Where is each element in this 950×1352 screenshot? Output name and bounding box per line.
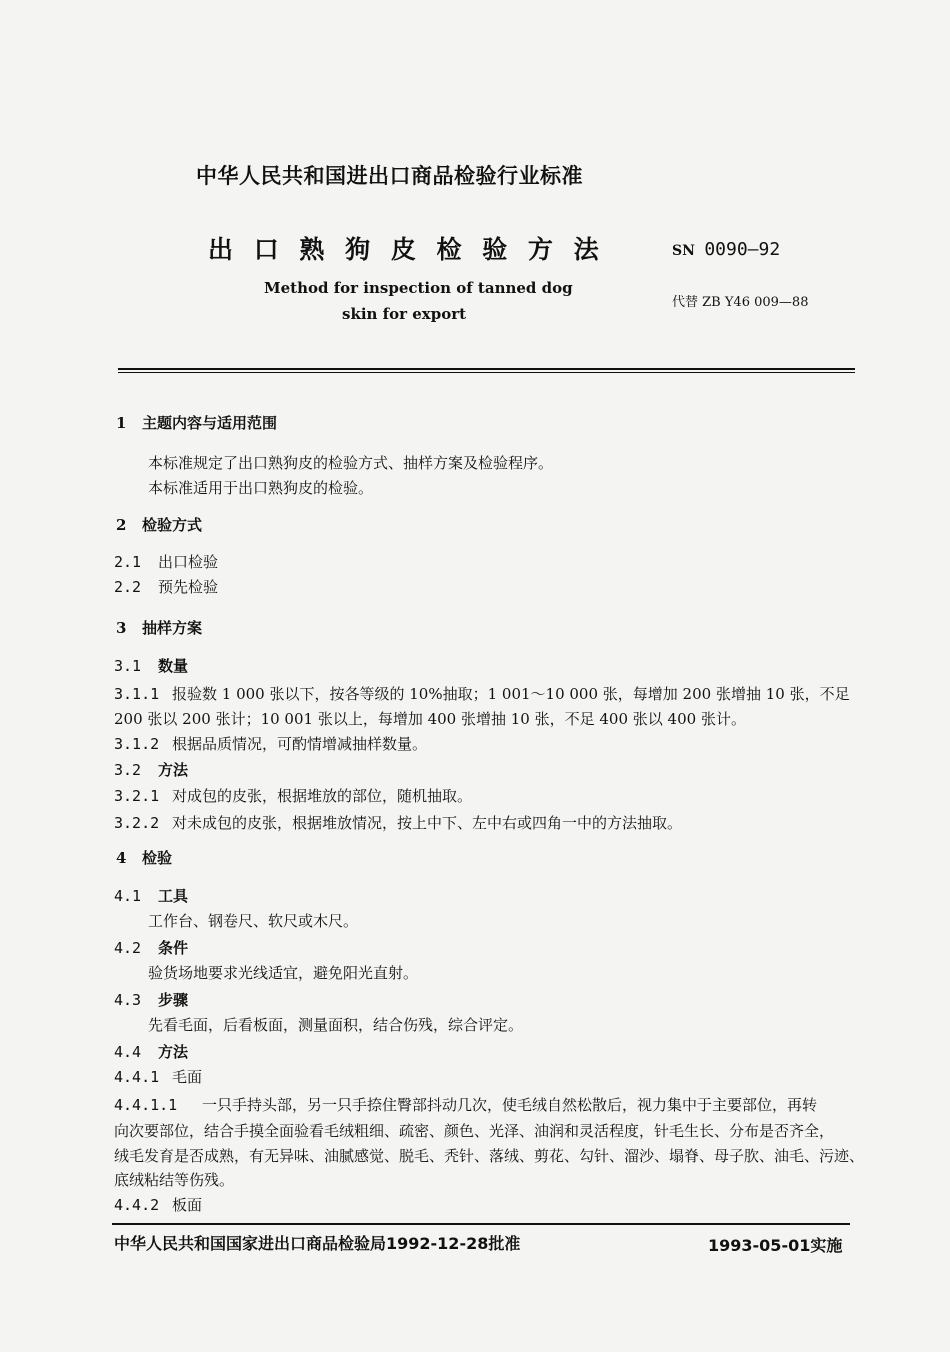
section-4-1-text: 工作台、钢卷尺、软尺或木尺。 <box>148 912 359 930</box>
section-3-1-1-line1: 3.1.1 报验数 1 000 张以下，按各等级的 10%抽取；1 001～10 000 张，每增加 200 张增抽 10 张，不足 <box>114 685 850 703</box>
section-1-heading: 1 主题内容与适用范围 <box>116 414 278 432</box>
footer-rule <box>112 1223 850 1225</box>
section-4-2-text: 验货场地要求光线适宜，避免阳光直射。 <box>148 964 419 982</box>
section-3-1-2: 3.1.2 根据品质情况，可酌情增减抽样数量。 <box>114 735 428 753</box>
section-4-4-1-1-line2: 向次要部位，结合手摸全面验看毛绒粗细、疏密、颜色、光泽、油润和灵活程度，针毛生长、分布是否齐全， <box>114 1122 835 1140</box>
section-1-paragraph-2: 本标准适用于出口熟狗皮的检验。 <box>148 479 374 497</box>
section-4-2-heading: 4.2 条件 <box>114 939 189 957</box>
section-3-1-heading: 3.1 数量 <box>114 657 189 675</box>
section-4-1-heading: 4.1 工具 <box>114 887 189 905</box>
section-3-heading: 3 抽样方案 <box>116 619 203 637</box>
approval-statement: 中华人民共和国国家进出口商品检验局1992-12-28批准 <box>114 1234 521 1253</box>
section-4-4-1-1-line3: 绒毛发育是否成熟，有无异味、油腻感觉、脱毛、秃针、落绒、剪花、勾针、溜沙、塌脊、母子肷、油毛、污迹、 <box>114 1147 865 1165</box>
english-title-line2: skin for export <box>342 305 467 323</box>
section-3-2-2: 3.2.2 对未成包的皮张，根据堆放情况，按上中下、左中右或四角一中的方法抽取。 <box>114 814 683 832</box>
section-4-4-heading: 4.4 方法 <box>114 1043 189 1061</box>
section-4-heading: 4 检验 <box>116 849 173 867</box>
section-4-3-heading: 4.3 步骤 <box>114 991 189 1009</box>
section-4-3-text: 先看毛面，后看板面，测量面积，结合伤残，综合评定。 <box>148 1016 524 1034</box>
replaces-standard: 代替 ZB Y46 009—88 <box>672 295 809 310</box>
standard-number <box>672 239 780 260</box>
section-4-4-2: 4.4.2 板面 <box>114 1196 203 1214</box>
issuing-authority-title: 中华人民共和国进出口商品检验行业标准 <box>196 164 583 188</box>
header-rule <box>118 368 855 370</box>
section-2-1: 2.1 出口检验 <box>114 553 219 571</box>
section-3-1-1-line2: 200 张以 200 张计；10 001 张以上，每增加 400 张增抽 10 张，不足 400 张以 400 张计。 <box>114 710 746 728</box>
section-3-2-heading: 3.2 方法 <box>114 761 189 779</box>
standard-code: 0090—92 <box>704 239 781 260</box>
section-2-heading: 2 检验方式 <box>116 516 203 534</box>
header-rule-thin <box>118 372 855 373</box>
document-title: 出 口 熟 狗 皮 检 验 方 法 <box>208 235 605 264</box>
section-4-4-1-1-line1: 4.4.1.1 一只手持头部，另一只手捺住臀部抖动几次，使毛绒自然松散后，视力集中于主要部位，再转 <box>114 1096 818 1114</box>
section-3-2-1: 3.2.1 对成包的皮张，根据堆放的部位，随机抽取。 <box>114 787 473 805</box>
english-title-line1: Method for inspection of tanned dog <box>264 279 573 297</box>
standard-prefix: SN <box>672 243 695 259</box>
section-4-4-1-1-line4: 底绒粘结等伤残。 <box>114 1171 235 1189</box>
effective-date: 1993-05-01实施 <box>708 1236 843 1255</box>
section-2-2: 2.2 预先检验 <box>114 578 219 596</box>
section-4-4-1: 4.4.1 毛面 <box>114 1068 203 1086</box>
section-1-paragraph-1: 本标准规定了出口熟狗皮的检验方式、抽样方案及检验程序。 <box>148 454 554 472</box>
